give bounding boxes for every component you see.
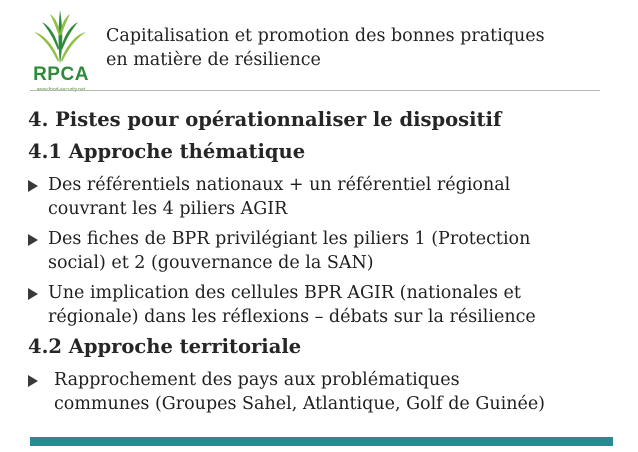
page-title [106,24,616,72]
logo-wordmark: RPCA [33,64,89,85]
bullet-line-1: Une implication des cellules BPR AGIR (nationales et [48,283,521,303]
bullet-triangle-icon [28,375,38,387]
bullet-line-2: couvrant les 4 piliers AGIR [48,199,288,219]
title-line-2: en matière de résilience [106,50,321,70]
bullet-line-2: régionale) dans les réflexions – débats sur la résilience [48,307,536,327]
bullet-triangle-icon [28,288,38,300]
subsection-territorial-heading: 4.2 Approche territoriale [28,335,302,358]
bullet-item [28,227,618,275]
footer-accent-bar [30,437,613,446]
subsection-thematic-heading: 4.1 Approche thématique [28,140,306,163]
rpca-logo [28,6,92,98]
bullet-line-2: communes (Groupes Sahel, Atlantique, Golf de Guinée) [54,394,545,414]
title-line-1: Capitalisation et promotion des bonnes pratiques [106,26,545,46]
bullet-triangle-icon [28,234,38,246]
bullet-line-2: social) et 2 (gouvernance de la SAN) [48,253,374,273]
bullet-item [28,173,618,221]
bullet-line-1: Rapprochement des pays aux problématiques [54,370,460,390]
leaf-logo-icon [28,6,92,66]
slide-content [28,108,618,422]
bullet-item [28,368,618,416]
logo-url: www.food-security.net [36,87,86,93]
bullet-item [28,281,618,329]
bullet-triangle-icon [28,180,38,192]
header-divider [30,90,600,91]
bullet-line-1: Des fiches de BPR privilégiant les piliers 1 (Protection [48,229,531,249]
section-heading: 4. Pistes pour opérationnaliser le dispositif [28,108,502,131]
bullet-line-1: Des référentiels nationaux + un référentiel régional [48,175,511,195]
